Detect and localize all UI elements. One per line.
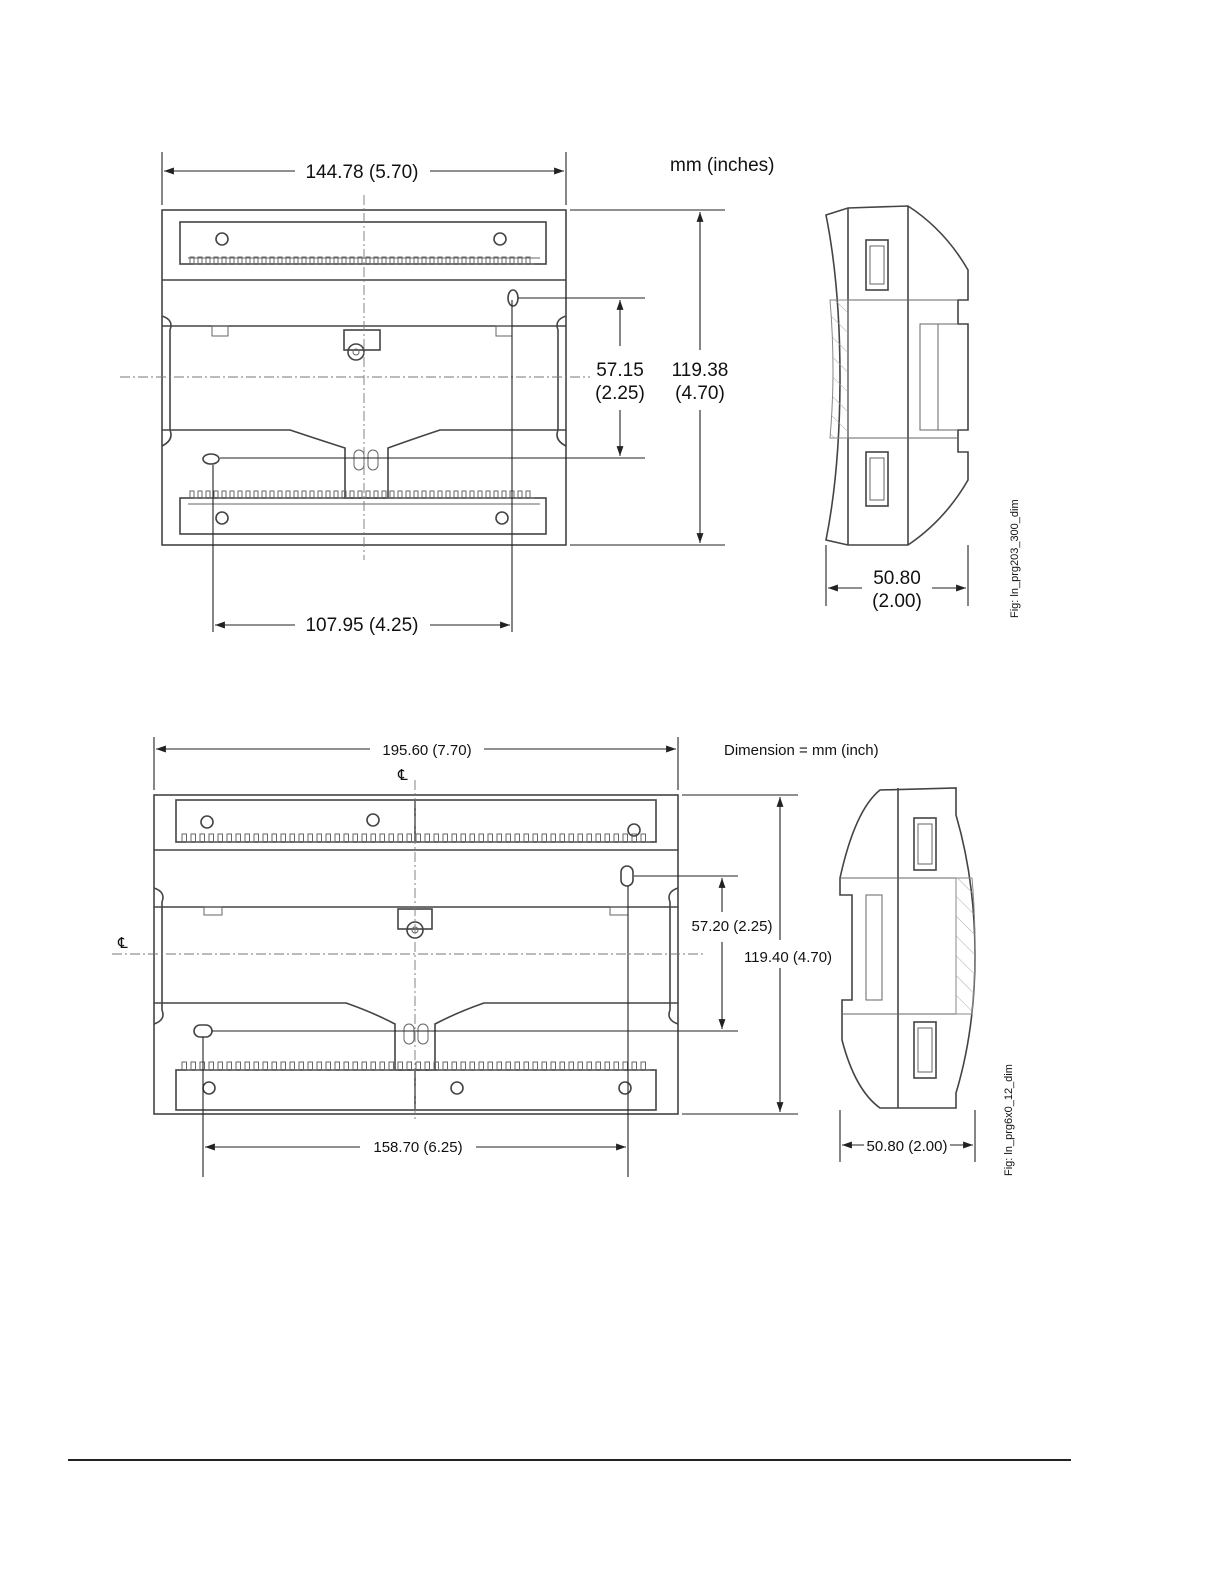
dimension-depth-2	[840, 1110, 975, 1162]
mounting-slot-icon	[194, 866, 633, 1037]
height-label: 119.40 (4.70)	[743, 949, 833, 966]
hole-spacing-label: 158.70 (6.25)	[373, 1139, 463, 1156]
side-view-2	[840, 788, 975, 1108]
footer-rule	[68, 1459, 1071, 1461]
depth-label: 50.80 (2.00)	[866, 1138, 948, 1155]
terminal-teeth	[182, 834, 650, 842]
height-mm: 119.38	[671, 360, 729, 381]
figure-1-dimension-drawing	[0, 0, 1224, 700]
figure-1-id: Fig: ln_prg203_300_dim	[1009, 499, 1021, 618]
terminal-teeth	[182, 1062, 650, 1070]
dimension-width-2	[154, 737, 678, 790]
side-view-1	[826, 206, 968, 545]
mount-height-in: (2.25)	[595, 383, 645, 404]
dimension-mount-height-1	[220, 298, 645, 458]
centerline-symbol-icon: ℄	[118, 935, 128, 952]
width-dim-label: 195.60 (7.70)	[382, 742, 472, 759]
dimension-height-2	[682, 795, 832, 1114]
depth-mm: 50.80	[873, 568, 921, 589]
units-label: Dimension = mm (inch)	[724, 742, 879, 759]
width-dim-label: 144.78 (5.70)	[305, 162, 419, 183]
mount-height-mm: 57.15	[596, 360, 644, 381]
front-view-1	[120, 195, 590, 560]
centerline-symbol-icon: ℄	[398, 767, 408, 784]
depth-in: (2.00)	[872, 591, 922, 612]
front-view-2	[112, 780, 705, 1120]
units-label: mm (inches)	[670, 155, 775, 176]
dimension-height-1	[570, 210, 728, 545]
screw-hole-icon	[216, 233, 508, 524]
dimension-mount-height-2	[212, 876, 772, 1031]
terminal-teeth	[190, 257, 534, 264]
figure-2-dimension-drawing	[0, 700, 1224, 1200]
dimension-depth-1	[826, 545, 968, 612]
hole-spacing-label: 107.95 (4.25)	[305, 615, 419, 636]
terminal-teeth	[190, 491, 534, 498]
figure-2-id: Fig: ln_prg6x0_12_dim	[1003, 1064, 1015, 1176]
mount-height-label: 57.20 (2.25)	[691, 918, 773, 935]
height-in: (4.70)	[675, 383, 725, 404]
